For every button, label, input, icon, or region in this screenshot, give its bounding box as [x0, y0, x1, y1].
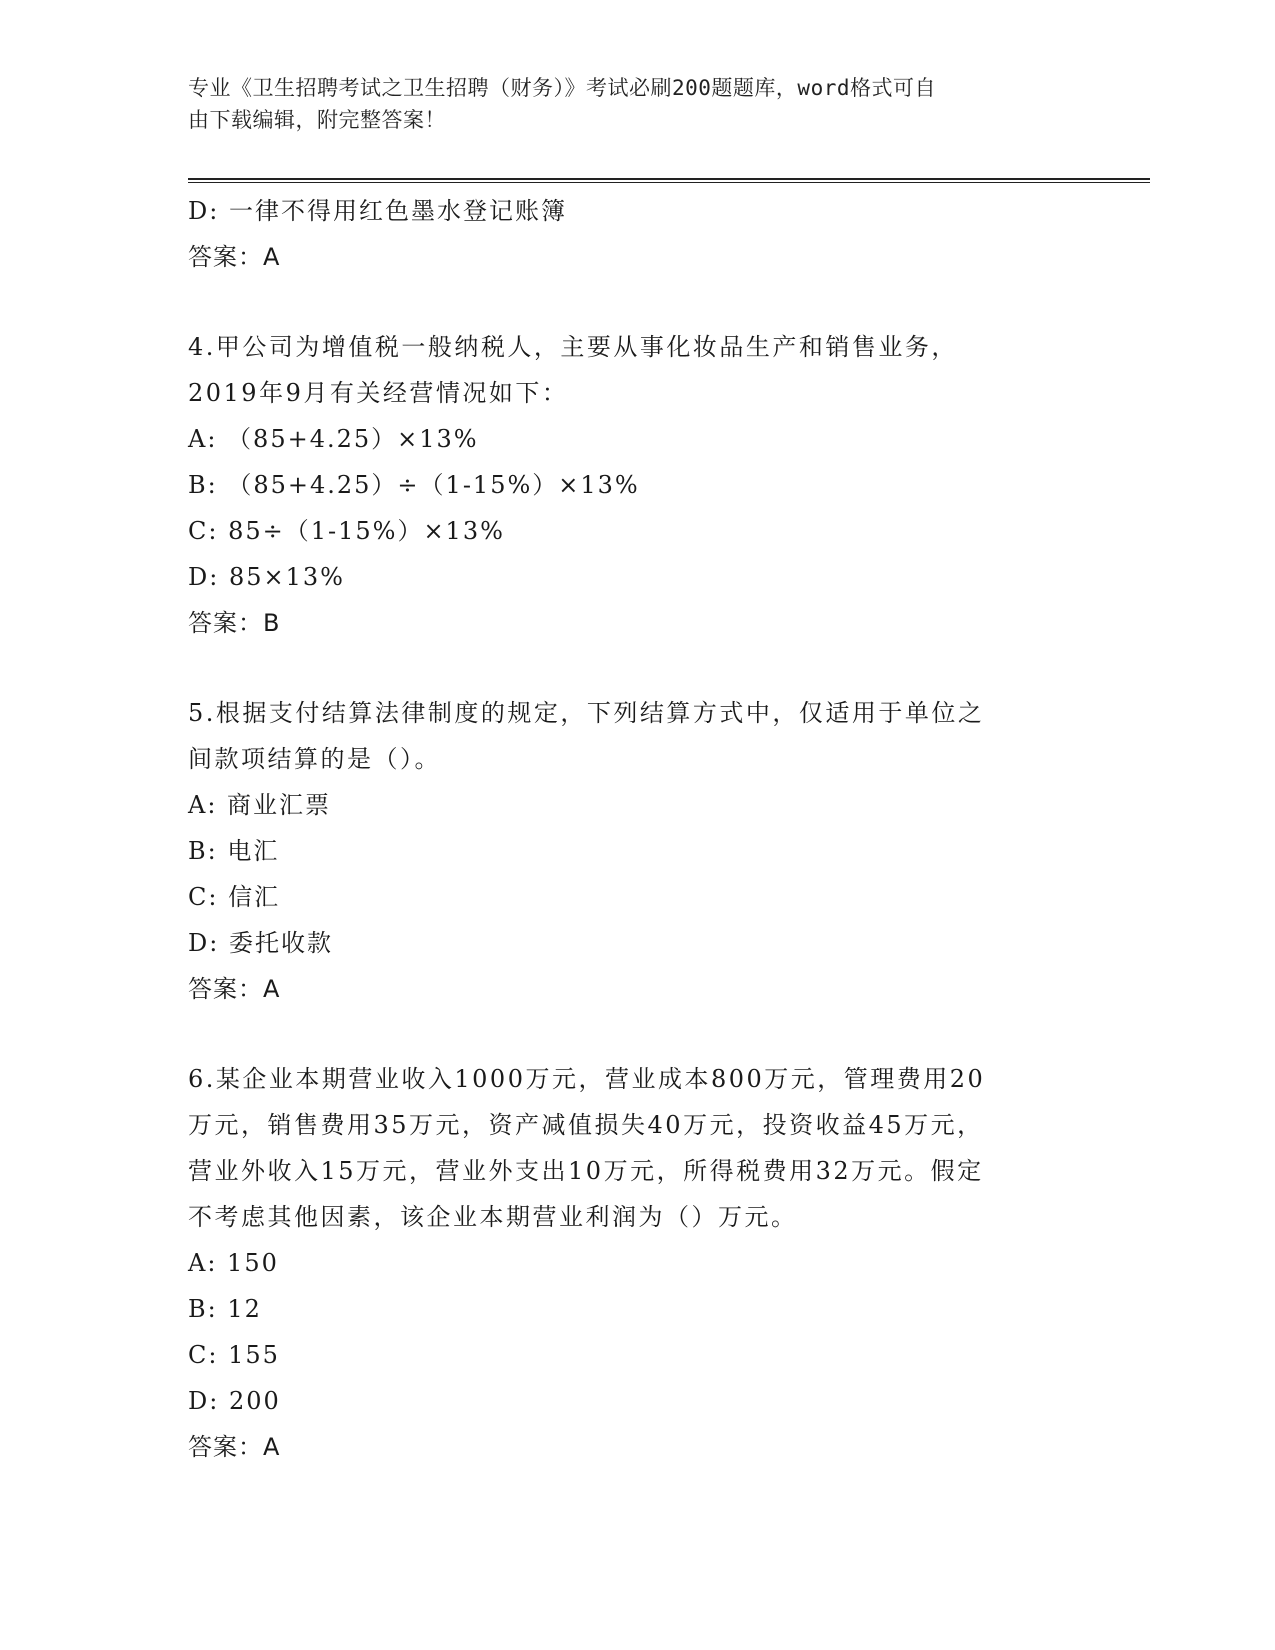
q4-option-b: B: （85+4.25）÷（1-15%）×13% — [188, 471, 640, 499]
q6-stem-line-4: 不考虑其他因素，该企业本期营业利润为（）万元。 — [188, 1203, 798, 1231]
q5-option-c: C: 信汇 — [188, 883, 281, 911]
q6-stem-line-1: 6.某企业本期营业收入1000万元，营业成本800万元，管理费用20 — [188, 1065, 986, 1093]
document-body — [188, 188, 1088, 1470]
q6-option-c: C: 155 — [188, 1341, 280, 1369]
q3-option-d: D: 一律不得用红色墨水登记账簿 — [188, 197, 567, 225]
q5-option-a: A: 商业汇票 — [188, 791, 332, 819]
spacer — [188, 1012, 1088, 1056]
q3-answer: 答案：A — [188, 243, 281, 271]
q6-option-d: D: 200 — [188, 1387, 281, 1415]
q4-stem-line-2: 2019年9月有关经营情况如下： — [188, 379, 569, 407]
q4-answer: 答案：B — [188, 609, 281, 637]
header-divider-thick — [188, 178, 1150, 180]
q6-answer: 答案：A — [188, 1433, 281, 1461]
page-header — [188, 72, 1068, 136]
header-divider-thin — [188, 182, 1150, 183]
q4-option-c: C: 85÷（1-15%）×13% — [188, 517, 505, 545]
q5-option-b: B: 电汇 — [188, 837, 280, 865]
spacer — [188, 280, 1088, 324]
question-5 — [188, 690, 1088, 1012]
q6-option-b: B: 12 — [188, 1295, 262, 1323]
q6-stem-line-3: 营业外收入15万元，营业外支出10万元，所得税费用32万元。假定 — [188, 1157, 984, 1185]
q4-option-a: A: （85+4.25）×13% — [188, 425, 479, 453]
q6-option-a: A: 150 — [188, 1249, 279, 1277]
q4-stem-line-1: 4.甲公司为增值税一般纳税人，主要从事化妆品生产和销售业务， — [188, 333, 958, 361]
q4-option-d: D: 85×13% — [188, 563, 345, 591]
question-4 — [188, 324, 1088, 646]
q5-stem-line-2: 间款项结算的是（）。 — [188, 745, 441, 773]
q5-stem-line-1: 5.根据支付结算法律制度的规定，下列结算方式中，仅适用于单位之 — [188, 699, 985, 727]
q5-option-d: D: 委托收款 — [188, 929, 333, 957]
question-3-tail — [188, 188, 1088, 280]
q6-stem-line-2: 万元，销售费用35万元，资产减值损失40万元，投资收益45万元， — [188, 1111, 984, 1139]
question-6 — [188, 1056, 1088, 1470]
header-line-1: 专业《卫生招聘考试之卫生招聘（财务）》考试必刷200题题库，word格式可自 — [188, 76, 936, 100]
q5-answer: 答案：A — [188, 975, 281, 1003]
header-line-2: 由下载编辑，附完整答案！ — [188, 108, 446, 132]
spacer — [188, 646, 1088, 690]
